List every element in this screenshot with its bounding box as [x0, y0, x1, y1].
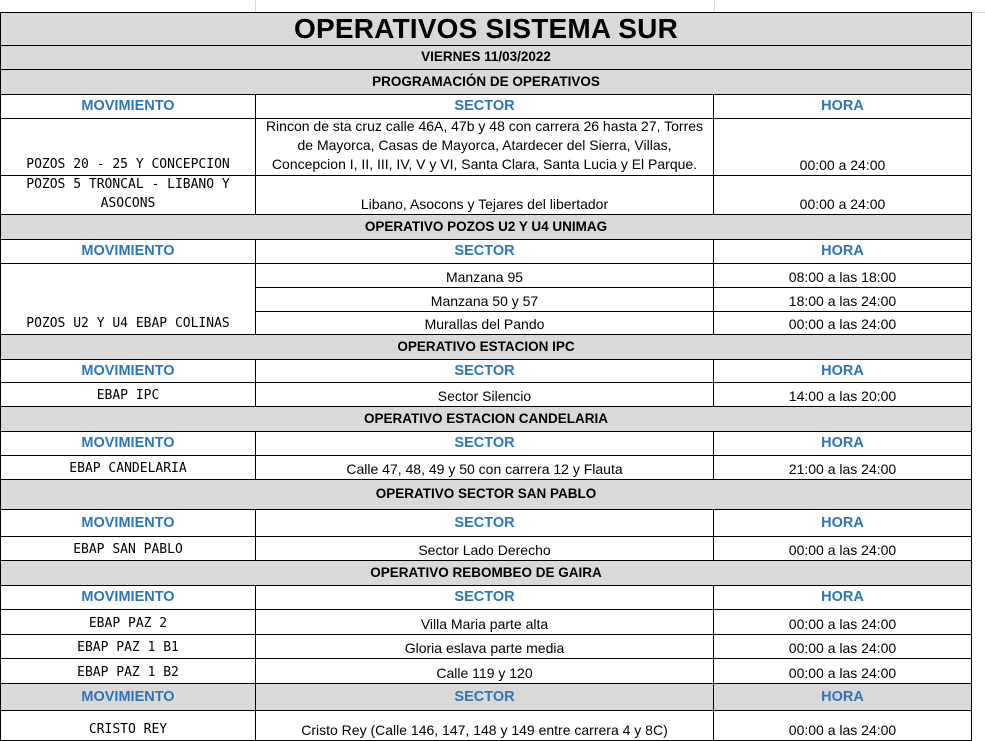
- section-title: OPERATIVO ESTACION IPC: [0, 334, 972, 360]
- sector-cell: Manzana 50 y 57: [255, 287, 714, 312]
- section-title: PROGRAMACIÓN DE OPERATIVOS: [0, 69, 972, 95]
- sector-cell: Sector Lado Derecho: [255, 536, 714, 561]
- sector-cell: Murallas del Pando: [255, 311, 714, 335]
- section-title: OPERATIVO ESTACION CANDELARIA: [0, 406, 972, 432]
- movimiento-cell: CRISTO REY: [0, 710, 256, 741]
- hora-cell: 00:00 a las 24:00: [713, 536, 972, 561]
- column-header-sector: SECTOR: [255, 431, 714, 456]
- date-row: VIERNES 11/03/2022: [0, 45, 972, 70]
- movimiento-cell: EBAP PAZ 1 B1: [0, 634, 256, 659]
- column-header-hora: HORA: [713, 239, 972, 264]
- column-header-hora: HORA: [713, 509, 972, 537]
- column-header-movimiento: MOVIMIENTO: [0, 359, 256, 383]
- movimiento-cell: POZOS 20 - 25 Y CONCEPCION: [0, 118, 256, 176]
- hora-cell: 21:00 a las 24:00: [713, 455, 972, 480]
- hora-cell: 08:00 a las 18:00: [713, 263, 972, 288]
- sector-cell: Manzana 95: [255, 263, 714, 288]
- column-header-movimiento: MOVIMIENTO: [0, 239, 256, 264]
- sheet-title: OPERATIVOS SISTEMA SUR: [0, 12, 972, 46]
- hora-cell: 00:00 a las 24:00: [713, 609, 972, 635]
- movimiento-cell: EBAP PAZ 1 B2: [0, 658, 256, 684]
- column-header-movimiento: MOVIMIENTO: [0, 94, 256, 119]
- column-header-movimiento: MOVIMIENTO: [0, 585, 256, 610]
- hora-cell: 18:00 a las 24:00: [713, 287, 972, 312]
- movimiento-cell: EBAP CANDELARIA: [0, 455, 256, 480]
- hora-cell: 00:00 a las 24:00: [713, 658, 972, 684]
- movimiento-cell: POZOS U2 Y U4 EBAP COLINAS: [0, 263, 256, 335]
- column-header-sector: SECTOR: [255, 94, 714, 119]
- column-header-sector: SECTOR: [255, 239, 714, 264]
- sector-cell: Libano, Asocons y Tejares del libertador: [255, 175, 714, 215]
- column-header-hora: HORA: [713, 94, 972, 119]
- column-header-movimiento: MOVIMIENTO: [0, 683, 256, 711]
- column-header-sector: SECTOR: [255, 509, 714, 537]
- column-header-movimiento: MOVIMIENTO: [0, 509, 256, 537]
- movimiento-cell: EBAP SAN PABLO: [0, 536, 256, 561]
- sector-cell: Cristo Rey (Calle 146, 147, 148 y 149 entre carrera 4 y 8C): [255, 710, 714, 741]
- sector-cell: Sector Silencio: [255, 382, 714, 407]
- movimiento-cell: POZOS 5 TRONCAL - LIBANO Y ASOCONS: [0, 175, 256, 215]
- hora-cell: 00:00 a las 24:00: [713, 311, 972, 335]
- hora-cell: 14:00 a las 20:00: [713, 382, 972, 407]
- column-header-movimiento: MOVIMIENTO: [0, 431, 256, 456]
- sector-cell: Villa Maria parte alta: [255, 609, 714, 635]
- hora-cell: 00:00 a las 24:00: [713, 634, 972, 659]
- column-header-sector: SECTOR: [255, 585, 714, 610]
- column-header-hora: HORA: [713, 359, 972, 383]
- column-header-hora: HORA: [713, 431, 972, 456]
- section-title: OPERATIVO SECTOR SAN PABLO: [0, 479, 972, 510]
- hora-cell: 00:00 a las 24:00: [713, 710, 972, 741]
- movimiento-cell: EBAP IPC: [0, 382, 256, 407]
- sector-cell: Calle 119 y 120: [255, 658, 714, 684]
- movimiento-cell: EBAP PAZ 2: [0, 609, 256, 635]
- hora-cell: 00:00 a 24:00: [713, 175, 972, 215]
- sector-cell: Calle 47, 48, 49 y 50 con carrera 12 y Flauta: [255, 455, 714, 480]
- column-header-hora: HORA: [713, 683, 972, 711]
- section-title: OPERATIVO POZOS U2 Y U4 UNIMAG: [0, 214, 972, 240]
- column-header-hora: HORA: [713, 585, 972, 610]
- column-header-sector: SECTOR: [255, 359, 714, 383]
- column-header-sector: SECTOR: [255, 683, 714, 711]
- sector-cell: Gloria eslava parte media: [255, 634, 714, 659]
- hora-cell: 00:00 a 24:00: [713, 118, 972, 176]
- sector-cell: Rincon de sta cruz calle 46A, 47b y 48 con carrera 26 hasta 27, Torres de Mayorca, Casas de Mayorca, Atardecer del Sierra, Villas, Concepcion I, II, III, IV, V y VI, Santa Clara, Santa Lucia y El Parque.: [255, 118, 714, 176]
- section-title: OPERATIVO REBOMBEO DE GAIRA: [0, 560, 972, 586]
